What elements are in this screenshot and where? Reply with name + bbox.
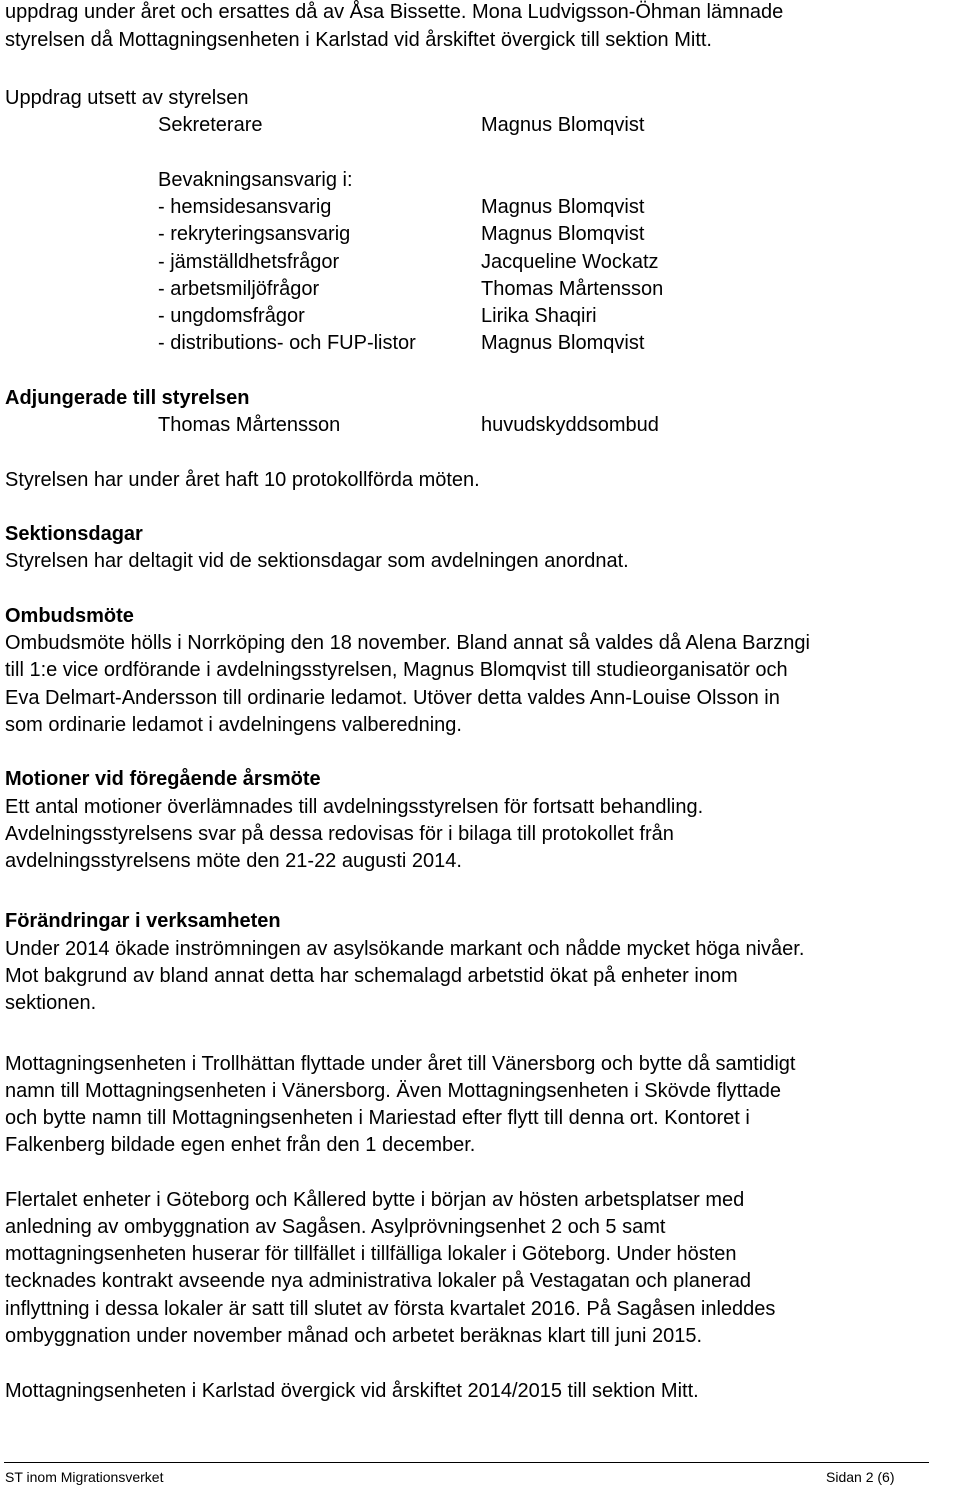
forandringar-line: Under 2014 ökade inströmningen av asylsökande markant och nådde mycket höga nivåer.	[5, 938, 805, 960]
forandringar-heading: Förändringar i verksamheten	[5, 910, 281, 932]
sektionsdagar-heading: Sektionsdagar	[5, 523, 143, 545]
adjunct-name: Thomas Mårtensson	[158, 414, 341, 436]
ombudsmote-line: till 1:e vice ordförande i avdelningsstyrelsen, Magnus Blomqvist till studieorganisatör och	[5, 659, 788, 681]
forandringar-line: Mottagningsenheten i Trollhättan flyttade under året till Vänersborg och bytte då samtidigt	[5, 1053, 796, 1075]
role-label: - ungdomsfrågor	[158, 305, 305, 327]
adjunct-heading: Adjungerade till styrelsen	[5, 387, 250, 409]
forandringar-line: Mottagningsenheten i Karlstad övergick vid årskiftet 2014/2015 till sektion Mitt.	[5, 1380, 699, 1402]
sektionsdagar-text: Styrelsen har deltagit vid de sektionsdagar som avdelningen anordnat.	[5, 550, 629, 572]
footer-divider	[4, 1462, 929, 1463]
assignments-heading: Uppdrag utsett av styrelsen	[5, 87, 249, 109]
role-name: Magnus Blomqvist	[481, 196, 645, 218]
ombudsmote-line: som ordinarie ledamot i avdelningens valberedning.	[5, 714, 462, 736]
intro-line: uppdrag under året och ersattes då av Åsa Bissette. Mona Ludvigsson-Öhman lämnade	[5, 1, 784, 23]
secretary-label: Sekreterare	[158, 114, 263, 136]
forandringar-line: mottagningsenheten huserar för tillfället i tillfälliga lokaler i Göteborg. Under hösten	[5, 1243, 737, 1265]
forandringar-line: tecknades kontrakt avseende nya administrativa lokaler på Vestagatan och planerad	[5, 1270, 752, 1292]
role-name: Jacqueline Wockatz	[481, 251, 659, 273]
footer-page-number: Sidan 2 (6)	[826, 1469, 895, 1485]
role-name: Lirika Shaqiri	[481, 305, 597, 327]
forandringar-line: inflyttning i dessa lokaler är satt till slutet av första kvartalet 2016. På Sagåsen inleddes	[5, 1298, 776, 1320]
ombudsmote-heading: Ombudsmöte	[5, 605, 134, 627]
role-label: - arbetsmiljöfrågor	[158, 278, 320, 300]
role-name: Magnus Blomqvist	[481, 223, 645, 245]
watch-heading: Bevakningsansvarig i:	[158, 169, 353, 191]
motioner-line: Ett antal motioner överlämnades till avdelningsstyrelsen för fortsatt behandling.	[5, 796, 704, 818]
motioner-line: Avdelningsstyrelsens svar på dessa redovisas för i bilaga till protokollet från	[5, 823, 674, 845]
secretary-name: Magnus Blomqvist	[481, 114, 645, 136]
role-name: Magnus Blomqvist	[481, 332, 645, 354]
ombudsmote-line: Eva Delmart-Andersson till ordinarie ledamot. Utöver detta valdes Ann-Louise Olsson in	[5, 687, 780, 709]
forandringar-line: namn till Mottagningsenheten i Vänersborg. Även Mottagningsenheten i Skövde flyttade	[5, 1080, 782, 1102]
role-label: - hemsidesansvarig	[158, 196, 332, 218]
forandringar-line: Mot bakgrund av bland annat detta har schemalagd arbetstid ökat på enheter inom	[5, 965, 738, 987]
forandringar-line: Flertalet enheter i Göteborg och Kållered bytte i början av hösten arbetsplatser med	[5, 1189, 745, 1211]
intro-line: styrelsen då Mottagningsenheten i Karlstad vid årskiftet övergick till sektion Mitt.	[5, 29, 712, 51]
footer-org: ST inom Migrationsverket	[5, 1469, 164, 1485]
forandringar-line: sektionen.	[5, 992, 97, 1014]
role-label: - rekryteringsansvarig	[158, 223, 351, 245]
role-label: - jämställdhetsfrågor	[158, 251, 340, 273]
forandringar-line: anledning av ombyggnation av Sagåsen. Asylprövningsenhet 2 och 5 samt	[5, 1216, 666, 1238]
adjunct-role: huvudskyddsombud	[481, 414, 659, 436]
role-label: - distributions- och FUP-listor	[158, 332, 416, 354]
forandringar-line: Falkenberg bildade egen enhet från den 1 december.	[5, 1134, 476, 1156]
role-name: Thomas Mårtensson	[481, 278, 664, 300]
motioner-line: avdelningsstyrelsens möte den 21-22 augusti 2014.	[5, 850, 462, 872]
meetings-text: Styrelsen har under året haft 10 protokollförda möten.	[5, 469, 480, 491]
ombudsmote-line: Ombudsmöte hölls i Norrköping den 18 november. Bland annat så valdes då Alena Barzngi	[5, 632, 810, 654]
motioner-heading: Motioner vid föregående årsmöte	[5, 768, 321, 790]
forandringar-line: och bytte namn till Mottagningsenheten i Mariestad efter flytt till denna ort. Kontoret i	[5, 1107, 750, 1129]
forandringar-line: ombyggnation under november månad och arbetet beräknas klart till juni 2015.	[5, 1325, 703, 1347]
